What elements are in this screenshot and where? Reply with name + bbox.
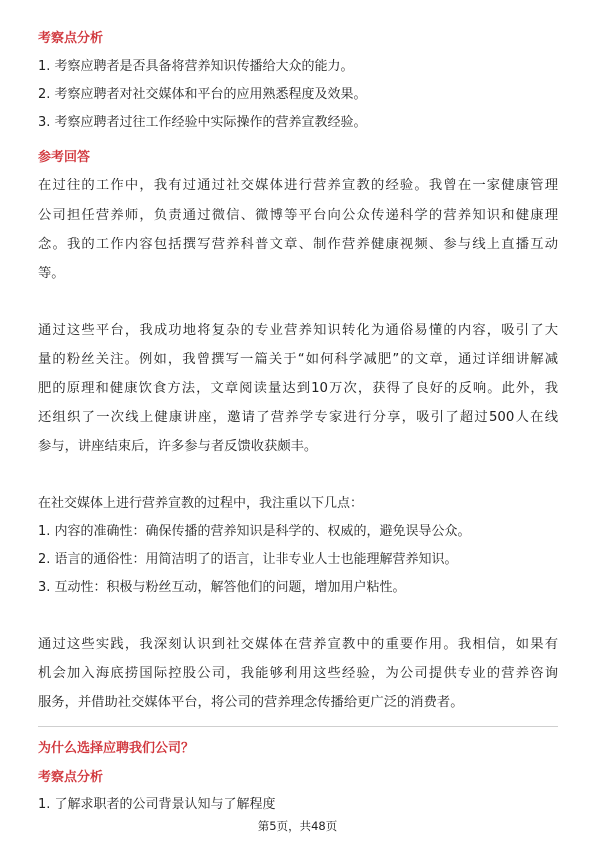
paragraph-line: 还组织了一次线上健康讲座，邀请了营养学专家进行分享，吸引了超过500人在线 — [38, 410, 558, 425]
list-item: 3. 考察应聘者过往工作经验中实际操作的营养宣教经验。 — [38, 115, 367, 130]
list-item: 1. 考察应聘者是否具备将营养知识传播给大众的能力。 — [38, 59, 354, 74]
paragraph-line: 等。 — [38, 266, 65, 281]
list-item: 2. 考察应聘者对社交媒体和平台的应用熟悉程度及效果。 — [38, 87, 367, 102]
list-item: 2. 语言的通俗性：用简洁明了的语言，让非专业人士也能理解营养知识。 — [38, 552, 458, 567]
paragraph-line: 念。我的工作内容包括撰写营养科普文章、制作营养健康视频、参与线上直播互动 — [38, 237, 558, 252]
paragraph-line: 参与，讲座结束后，许多参与者反馈收获颇丰。 — [38, 439, 318, 454]
paragraph-line: 在过往的工作中，我有过通过社交媒体进行营养宣教的经验。我曾在一家健康管理 — [38, 178, 558, 193]
section-heading-answer: 参考回答 — [38, 150, 91, 165]
list-item: 1. 内容的准确性：确保传播的营养知识是科学的、权威的，避免误导公众。 — [38, 524, 471, 539]
paragraph-line: 量的粉丝关注。例如，我曾撰写一篇关于“如何科学减肥”的文章，通过详细讲解减 — [38, 352, 558, 367]
section-divider — [38, 726, 558, 727]
paragraph-line: 通过这些实践，我深刻认识到社交媒体在营养宣教中的重要作用。我相信，如果有 — [38, 637, 558, 652]
page-number: 第5页，共48页 — [257, 819, 338, 833]
list-item: 3. 互动性：积极与粉丝互动，解答他们的问题，增加用户粘性。 — [38, 580, 406, 595]
section-heading-analysis: 考察点分析 — [38, 770, 104, 785]
paragraph-line: 在社交媒体上进行营养宣教的过程中，我注重以下几点： — [38, 496, 364, 511]
list-item: 1. 了解求职者的公司背景认知与了解程度 — [38, 797, 276, 812]
paragraph-line: 公司担任营养师，负责通过微信、微博等平台向公众传递科学的营养知识和健康理 — [38, 208, 558, 223]
paragraph-line: 服务，并借助社交媒体平台，将公司的营养理念传播给更广泛的消费者。 — [38, 695, 464, 710]
paragraph-line: 通过这些平台，我成功地将复杂的专业营养知识转化为通俗易懂的内容，吸引了大 — [38, 323, 558, 338]
question-heading: 为什么选择应聘我们公司？ — [38, 741, 195, 756]
paragraph-line: 机会加入海底捞国际控股公司，我能够利用这些经验，为公司提供专业的营养咨询 — [38, 666, 558, 681]
paragraph-line: 肥的原理和健康饮食方法，文章阅读量达到10万次，获得了良好的反响。此外，我 — [38, 381, 558, 396]
section-heading-analysis: 考察点分析 — [38, 31, 104, 46]
